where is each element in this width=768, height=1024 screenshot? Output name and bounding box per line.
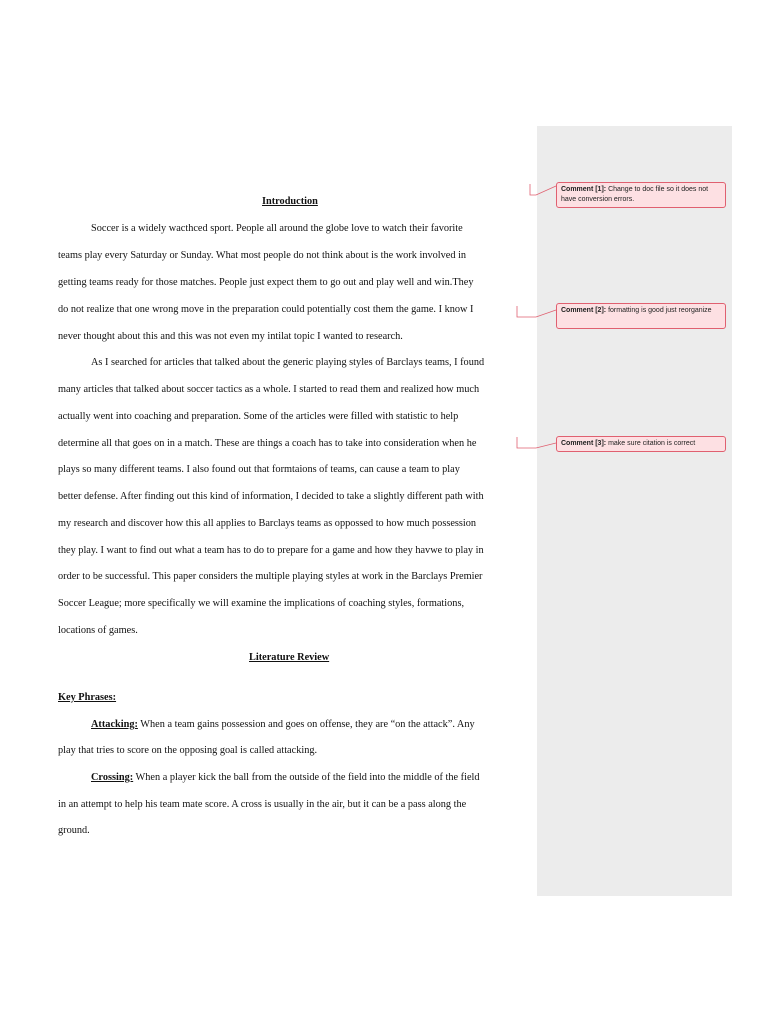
literature-review-heading: Literature Review: [249, 652, 330, 663]
body-line: getting teams ready for those matches. People just expect them to go out and play well and win.They: [58, 277, 474, 288]
attacking-text: When a team gains possession and goes on offense, they are “on the attack”. Any: [137, 719, 475, 730]
comment-2-label: Comment [2]:: [561, 307, 607, 314]
body-line: Soccer is a widely wacthced sport. People all around the globe love to watch their favorite: [91, 223, 463, 234]
crossing-term: Crossing:: [91, 772, 134, 783]
body-line: my research and discover how this all applies to Barclays teams as oppossed to how much possession: [58, 518, 477, 529]
body-line: better defense. After finding out this kind of information, I decided to take a slightly different path with: [58, 491, 484, 502]
attacking-definition: [91, 718, 475, 732]
comment-2-text: formatting is good just reorganize: [606, 307, 712, 314]
body-line: many articles that talked about soccer tactics as a whole. I started to read them and realized how much: [58, 384, 480, 395]
body-line: locations of games.: [58, 625, 138, 636]
body-line: in an attempt to help his team mate score. A cross is usually in the air, but it can be a pass along the: [58, 799, 467, 810]
crossing-text: When a player kick the ball from the outside of the field into the middle of the field: [133, 772, 480, 783]
comment-1[interactable]: [556, 182, 726, 208]
comment-1-label: Comment [1]:: [561, 186, 607, 193]
introduction-heading: Introduction: [262, 196, 318, 207]
body-line: plays so many different teams. I also found out that formtaions of teams, can cause a team to play: [58, 464, 460, 475]
crossing-definition: [91, 771, 480, 785]
body-line: order to be successful. This paper considers the multiple playing styles at work in the Barclays Premier: [58, 571, 483, 582]
comment-3-label: Comment [3]:: [561, 440, 607, 447]
body-line: they play. I want to find out what a team has to do to prepare for a game and how they havwe to play in: [58, 545, 484, 556]
body-line: never thought about this and this was not even my intilat topic I wanted to research.: [58, 331, 403, 342]
comment-2[interactable]: [556, 303, 726, 329]
body-line: play that tries to score on the opposing goal is called attacking.: [58, 745, 318, 756]
comment-3[interactable]: [556, 436, 726, 452]
body-line: do not realize that one wrong move in the preparation could potentially cost them the game. I know I: [58, 304, 474, 315]
body-line: teams play every Saturday or Sunday. What most people do not think about is the work involved in: [58, 250, 467, 261]
body-line: determine all that goes on in a match. These are things a coach has to take into consideration when he: [58, 438, 477, 449]
comment-margin-pane: [537, 126, 732, 896]
body-line: actually went into coaching and preparation. Some of the articles were filled with statistic to help: [58, 411, 459, 422]
attacking-term: Attacking:: [91, 719, 138, 730]
comment-1-text: Change to doc file so it does not have conversion errors.: [561, 186, 709, 203]
body-line: As I searched for articles that talked about the generic playing styles of Barclays teams, I found: [91, 357, 485, 368]
key-phrases-heading: Key Phrases:: [58, 692, 117, 703]
body-line: ground.: [58, 825, 90, 836]
comment-3-text: make sure citation is correct: [606, 440, 696, 447]
body-line: Soccer League; more specifically we will examine the implications of coaching styles, formations,: [58, 598, 465, 609]
